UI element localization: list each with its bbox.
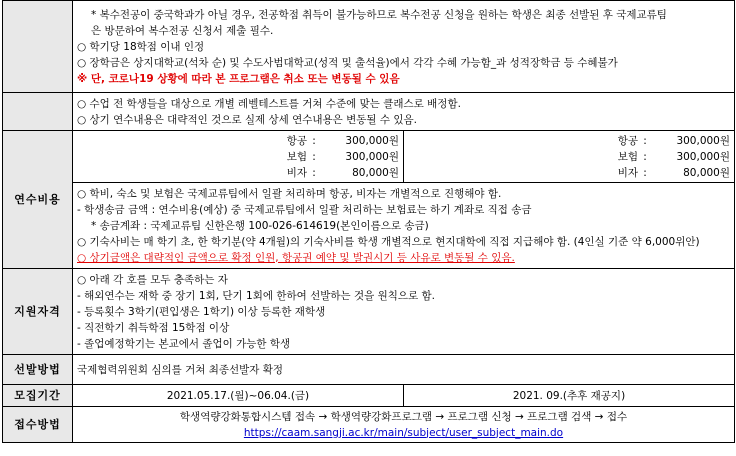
selection-row <box>3 355 735 385</box>
cost-header: 연수비용 <box>3 131 73 269</box>
cost-notes-row <box>3 183 735 269</box>
cost-amount: 80,000원 <box>683 166 731 179</box>
cost-label: 보험 <box>617 150 639 163</box>
note-line: * 복수전공이 중국학과가 아닐 경우, 전공학점 취득이 불가능하므로 복수전공 신청을 원하는 학생은 최종 선발된 후 국제교류팀 <box>91 8 667 21</box>
notes-cell-2 <box>73 93 735 131</box>
cost-item: 비자 : 80,000원 <box>408 165 730 181</box>
cost-note: - 학생송금 금액 : 연수비용(예상) 중 국제교류팀에서 일괄 처리하는 보험료는 하기 계좌로 직접 송금 <box>77 203 532 216</box>
cost-label: 보험 <box>286 150 307 163</box>
notes-row-2 <box>3 93 735 131</box>
cost-amount: 80,000원 <box>352 166 399 179</box>
cost-amount-row <box>3 131 735 183</box>
apply-link[interactable]: https://caam.sangji.ac.kr/main/subject/user_subject_main.do <box>243 426 564 439</box>
cost-item: 항공 : 300,000원 <box>77 133 399 149</box>
note-line: ○ 장학금은 상지대학교(석차 순) 및 수도사범대학교(성적 및 출석율)에서 각각 수혜 가능함_과 성적장학금 등 수혜불가 <box>77 56 618 69</box>
eligibility-line: - 등록횟수 3학기(편입생은 1학기) 이상 등록한 재학생 <box>77 305 326 318</box>
cost-amount: 300,000원 <box>676 134 731 147</box>
note-line: ○ 학기당 18학점 이내 인정 <box>77 40 205 53</box>
cost-item: 보험 : 300,000원 <box>408 149 730 165</box>
notes-row <box>3 1 735 93</box>
apply-path: 학생역량강화통합시스템 접속 → 학생역량강화프로그램 → 프로그램 신청 → 프로그램 검색 → 접수 <box>179 410 628 423</box>
cost-amount: 300,000원 <box>345 134 399 147</box>
cost-warning: ○ 상기금액은 대략적인 금액으로 확정 인원, 항공권 예약 및 발권시기 등 사유로 변동될 수 있음. <box>77 251 515 264</box>
eligibility-header: 지원자격 <box>3 269 73 355</box>
cost-note: ○ 기숙사비는 매 학기 초, 한 학기분(약 4개월)의 기숙사비를 학생 개별적으로 현지대학에 직접 지급해야 함. (4인실 기준 약 6,000위안) <box>77 235 700 248</box>
eligibility-cell <box>73 269 735 355</box>
cost-label: 항공 <box>286 134 307 147</box>
period-row <box>3 385 735 407</box>
selection-header: 선발방법 <box>3 355 73 385</box>
cost-amount: 300,000원 <box>345 150 399 163</box>
cost-left-cell <box>73 131 404 183</box>
apply-cell <box>73 407 735 443</box>
cost-label: 비자 <box>286 166 307 179</box>
cost-amount: 300,000원 <box>676 150 731 163</box>
cost-note: ○ 학비, 숙소 및 보험은 국제교류팀에서 일괄 처리하며 항공, 비자는 개별적으로 진행해야 함. <box>77 187 502 200</box>
note-line: 은 방문하여 복수전공 신청서 제출 필수. <box>91 24 274 37</box>
eligibility-line: - 해외연수는 재학 중 장기 1회, 단기 1회에 한하여 선발하는 것을 원칙으로 함. <box>77 289 436 302</box>
notes-cell <box>73 1 735 93</box>
cost-item: 비자 : 80,000원 <box>77 165 399 181</box>
covid-warning: ※ 단, 코로나19 상황에 따라 본 프로그램은 취소 또는 변동될 수 있음 <box>77 72 400 85</box>
period-first: 2021.05.17.(월)~06.04.(금) <box>73 385 404 407</box>
cost-item: 보험 : 300,000원 <box>77 149 399 165</box>
eligibility-line: - 직전학기 취득학점 15학점 이상 <box>77 321 230 334</box>
eligibility-line: ○ 아래 각 호를 모두 충족하는 자 <box>77 273 228 286</box>
eligibility-line: - 졸업예정학기는 본교에서 졸업이 가능한 학생 <box>77 337 291 350</box>
period-header: 모집기간 <box>3 385 73 407</box>
eligibility-row <box>3 269 735 355</box>
note-line: ○ 상기 연수내용은 대략적인 것으로 실제 상세 연수내용은 변동될 수 있음. <box>77 113 418 126</box>
notes-header-cell <box>3 1 73 93</box>
period-second: 2021. 09.(추후 재공지) <box>404 385 735 407</box>
apply-row <box>3 407 735 443</box>
selection-text: 국제협력위원회 심의를 거쳐 최종선발자 확정 <box>73 355 735 385</box>
cost-label: 항공 <box>617 134 639 147</box>
apply-header: 접수방법 <box>3 407 73 443</box>
note-line: ○ 수업 전 학생들을 대상으로 개별 레벨테스트를 거쳐 수준에 맞는 클래스로 배정함. <box>77 97 461 110</box>
cost-item: 항공 : 300,000원 <box>408 133 730 149</box>
cost-note: * 송금계좌 : 국제교류팀 신한은행 100-026-614619(본인이름으로 송금) <box>91 219 429 232</box>
cost-label: 비자 <box>617 166 639 179</box>
notes-header-cell-2 <box>3 93 73 131</box>
cost-right-cell <box>404 131 735 183</box>
program-info-table <box>2 0 735 443</box>
cost-notes-cell <box>73 183 735 269</box>
